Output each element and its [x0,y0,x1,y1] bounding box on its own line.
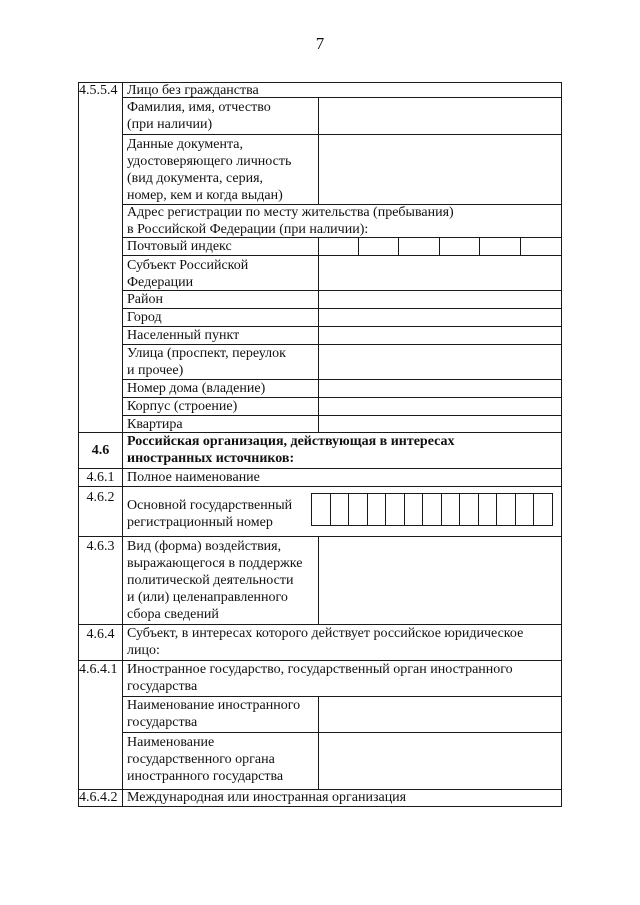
row-code-4-6-3: 4.6.3 [86,539,115,554]
foreign-body-name-field[interactable] [319,733,561,789]
row-code-4-6-4-1: 4.6.4.1 [79,662,118,677]
influence-type-field[interactable] [319,537,561,624]
row-label-ogrn: Основной государственный регистрационный номер [127,498,293,530]
ogrn-box-border-right [552,493,553,526]
row-label-district: Район [127,292,163,307]
postal-box-divider [520,237,521,255]
page-number: 7 [315,34,325,53]
row-label-city: Город [127,310,162,325]
apartment-field[interactable] [319,416,561,432]
ogrn-box-divider [515,493,516,526]
row-label-stateless-person: Лицо без гражданства [127,83,259,98]
identity-document-field[interactable] [319,135,561,204]
building-field[interactable] [319,398,561,415]
table-border-right [561,82,562,807]
ogrn-box-divider [385,493,386,526]
row-separator [78,486,562,487]
foreign-state-name-field[interactable] [319,697,561,732]
city-field[interactable] [319,309,561,326]
postal-box-divider [398,237,399,255]
ogrn-box-border-left [311,493,312,526]
row-code-4-5-5-4: 4.5.5.4 [79,83,118,98]
ogrn-box-divider [348,493,349,526]
row-label-foreign-body-name: Наименование государственного органа иностранного государства [127,735,284,784]
settlement-field[interactable] [319,327,561,344]
table-border-bottom [78,806,562,807]
row-label-postal-code: Почтовый индекс [127,239,232,254]
row-label-federal-subject: Субъект Российской Федерации [127,258,249,290]
row-code-4-6-2: 4.6.2 [86,490,115,505]
row-label-identity-document: Данные документа, удостоверяющего личность (вид документа, серия, номер, кем и когда выдан) [127,137,292,203]
ogrn-box-divider [404,493,405,526]
row-label-beneficiary-subject: Субъект, в интересах которого действует российское юридическое лицо: [127,626,524,658]
postal-box-divider [479,237,480,255]
row-label-building: Корпус (строение) [127,399,238,414]
code-column-divider [122,82,123,807]
row-label-foreign-state-name: Наименование иностранного государства [127,698,301,730]
house-number-field[interactable] [319,380,561,397]
form-table [78,82,562,807]
row-code-4-6-1: 4.6.1 [86,470,115,485]
ogrn-box-divider [330,493,331,526]
ogrn-box-divider [496,493,497,526]
row-code-4-6-4: 4.6.4 [86,627,115,642]
federal-subject-field[interactable] [319,256,561,290]
row-label-street: Улица (проспект, переулок и прочее) [127,346,286,378]
row-label-influence-type: Вид (форма) воздействия, выражающегося в поддержке политической деятельности и (или) целенаправленного сбора сведений [127,539,303,622]
postal-box-divider [439,237,440,255]
street-field[interactable] [319,345,561,379]
row-label-registration-address: Адрес регистрации по месту жительства (пребывания) в Российской Федерации (при наличии): [127,205,454,237]
row-label-house-number: Номер дома (владение) [127,381,266,396]
row-label-foreign-state: Иностранное государство, государственный орган иностранного государства [127,662,513,694]
ogrn-box-divider [459,493,460,526]
section-title-russian-organization: Российская организация, действующая в интересах иностранных источников: [127,434,455,466]
row-label-settlement: Населенный пункт [127,328,240,343]
row-label-apartment: Квартира [127,417,183,432]
ogrn-box-divider [441,493,442,526]
district-field[interactable] [319,291,561,308]
row-code-4-6-4-2: 4.6.4.2 [79,790,118,805]
full-name-field[interactable] [319,98,561,134]
row-code-4-6: 4.6 [91,443,110,458]
row-label-international-organization: Международная или иностранная организация [127,790,407,805]
row-label-full-name: Фамилия, имя, отчество (при наличии) [127,100,271,132]
ogrn-box-divider [367,493,368,526]
ogrn-box-divider [478,493,479,526]
ogrn-box-divider [422,493,423,526]
row-label-full-name-org: Полное наименование [127,470,260,485]
postal-box-divider [358,237,359,255]
ogrn-box-divider [533,493,534,526]
